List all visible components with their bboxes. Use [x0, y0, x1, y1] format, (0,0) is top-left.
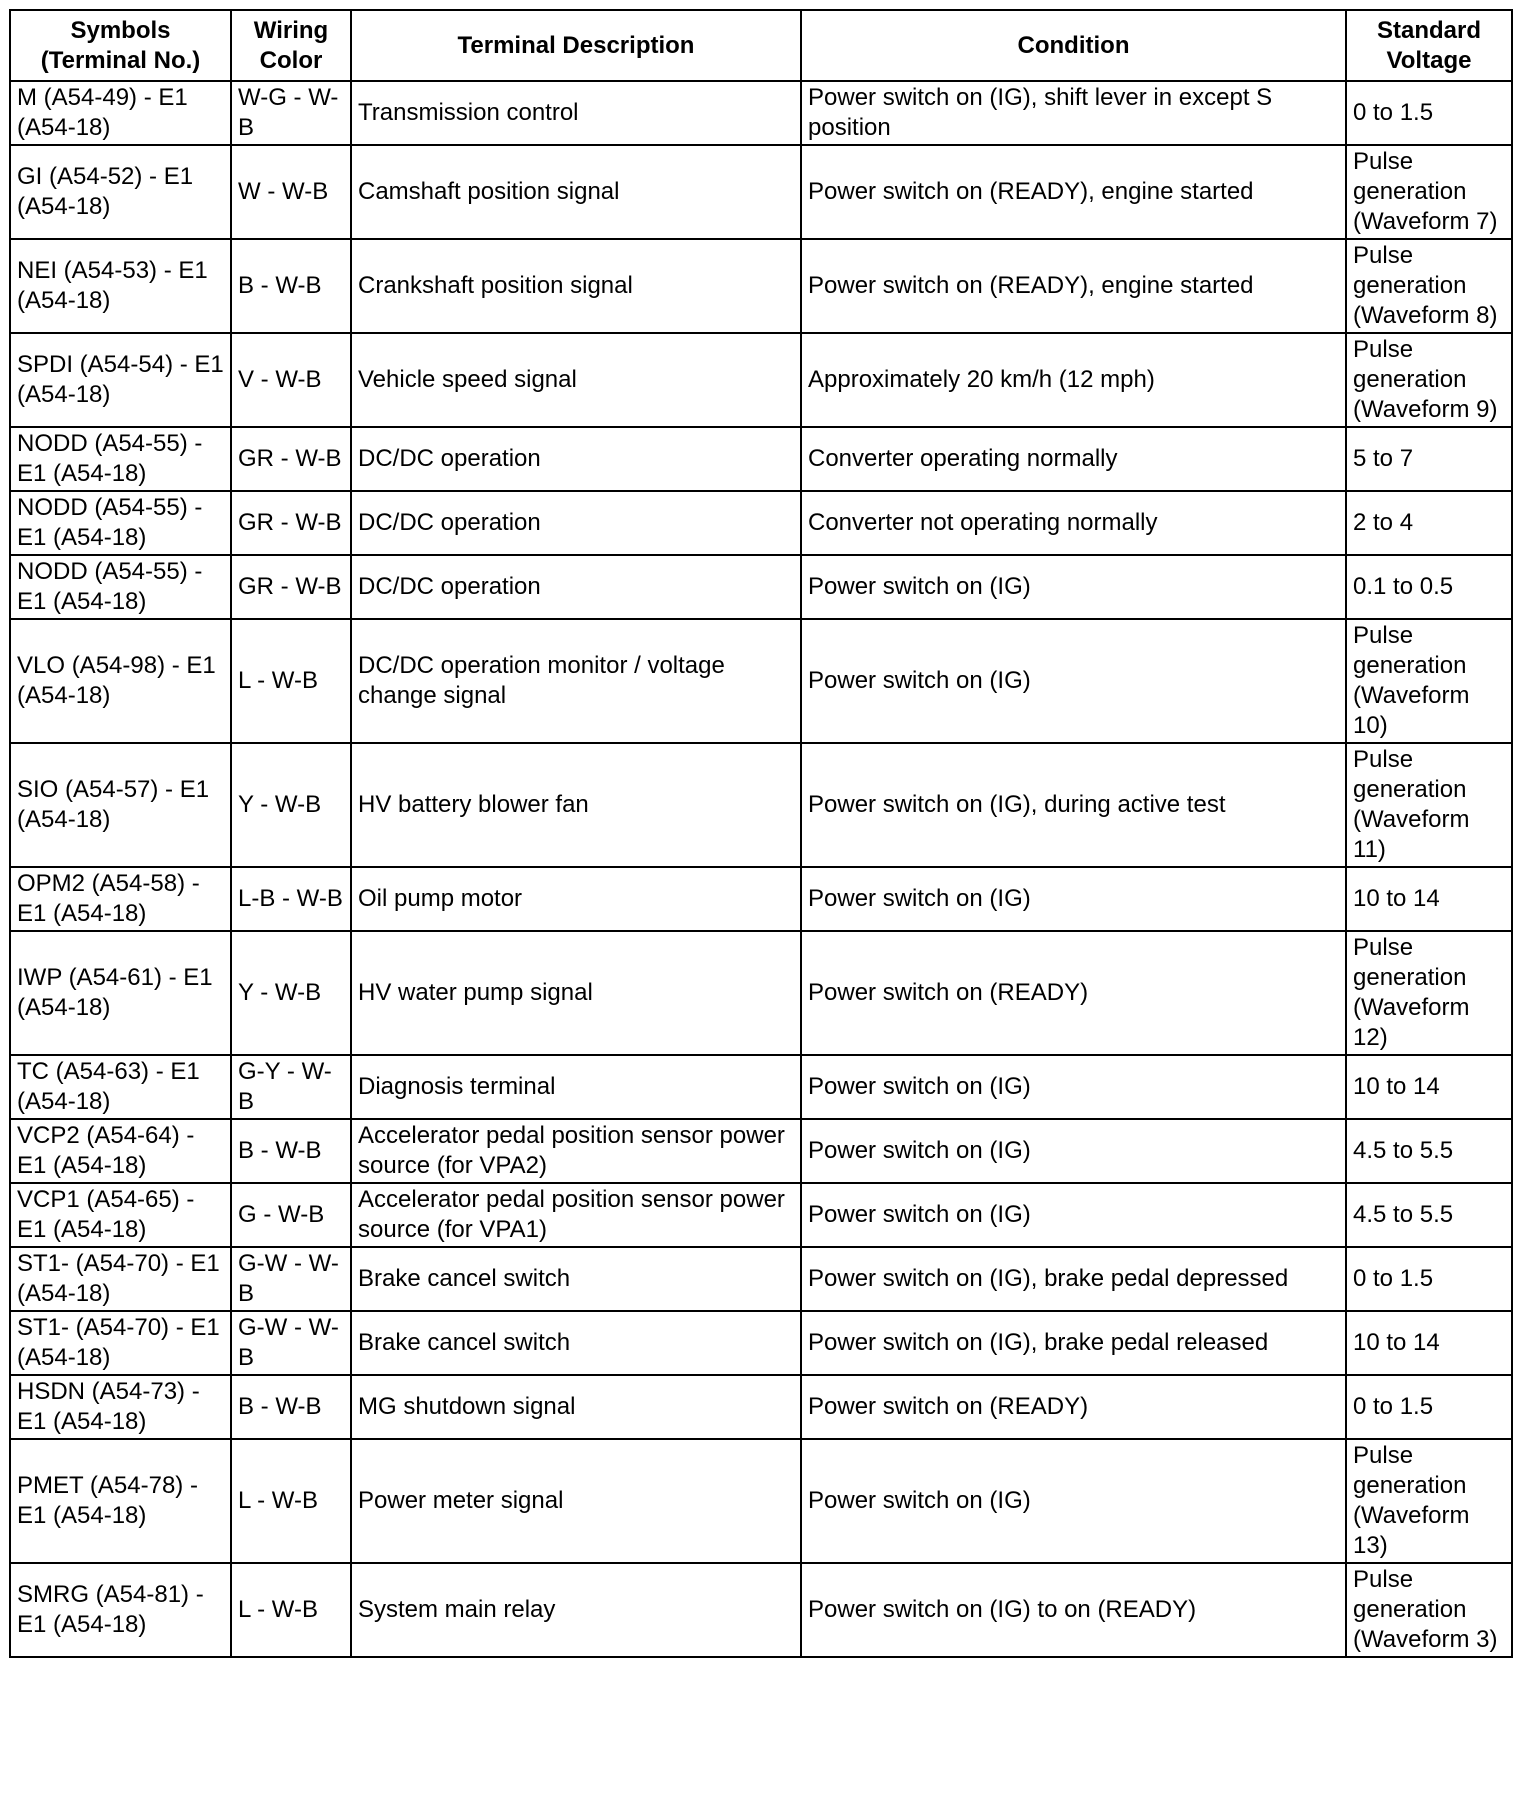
- cell-wiring-color: W - W-B: [231, 145, 351, 239]
- table-row: [10, 1247, 1512, 1311]
- cell-wiring-color: W-G - W-B: [231, 81, 351, 145]
- cell-wiring-color: Y - W-B: [231, 931, 351, 1055]
- cell-wiring-color: G - W-B: [231, 1183, 351, 1247]
- cell-condition: Power switch on (READY): [801, 931, 1346, 1055]
- cell-symbols: NODD (A54-55) - E1 (A54-18): [10, 555, 231, 619]
- header-wiring-color: Wiring Color: [231, 10, 351, 81]
- cell-wiring-color: Y - W-B: [231, 743, 351, 867]
- cell-symbols: NODD (A54-55) - E1 (A54-18): [10, 491, 231, 555]
- table-row: [10, 427, 1512, 491]
- cell-condition: Power switch on (IG) to on (READY): [801, 1563, 1346, 1657]
- cell-wiring-color: L-B - W-B: [231, 867, 351, 931]
- cell-wiring-color: B - W-B: [231, 1119, 351, 1183]
- cell-symbols: ST1- (A54-70) - E1 (A54-18): [10, 1311, 231, 1375]
- cell-wiring-color: B - W-B: [231, 239, 351, 333]
- cell-standard-voltage: 0 to 1.5: [1346, 81, 1512, 145]
- cell-symbols: SMRG (A54-81) - E1 (A54-18): [10, 1563, 231, 1657]
- cell-condition: Power switch on (IG): [801, 1119, 1346, 1183]
- cell-terminal-description: Power meter signal: [351, 1439, 801, 1563]
- cell-standard-voltage: Pulse generation (Waveform 3): [1346, 1563, 1512, 1657]
- cell-condition: Power switch on (IG), brake pedal depressed: [801, 1247, 1346, 1311]
- cell-condition: Power switch on (IG): [801, 1183, 1346, 1247]
- cell-standard-voltage: Pulse generation (Waveform 7): [1346, 145, 1512, 239]
- cell-terminal-description: Diagnosis terminal: [351, 1055, 801, 1119]
- cell-condition: Power switch on (IG), brake pedal released: [801, 1311, 1346, 1375]
- cell-wiring-color: L - W-B: [231, 1563, 351, 1657]
- cell-standard-voltage: Pulse generation (Waveform 10): [1346, 619, 1512, 743]
- cell-symbols: PMET (A54-78) - E1 (A54-18): [10, 1439, 231, 1563]
- cell-standard-voltage: Pulse generation (Waveform 13): [1346, 1439, 1512, 1563]
- cell-symbols: VLO (A54-98) - E1 (A54-18): [10, 619, 231, 743]
- cell-standard-voltage: 4.5 to 5.5: [1346, 1119, 1512, 1183]
- cell-symbols: SPDI (A54-54) - E1 (A54-18): [10, 333, 231, 427]
- cell-standard-voltage: Pulse generation (Waveform 9): [1346, 333, 1512, 427]
- cell-standard-voltage: Pulse generation (Waveform 8): [1346, 239, 1512, 333]
- table-row: [10, 743, 1512, 867]
- cell-condition: Power switch on (IG), shift lever in except S position: [801, 81, 1346, 145]
- cell-wiring-color: G-W - W-B: [231, 1311, 351, 1375]
- cell-standard-voltage: 10 to 14: [1346, 1055, 1512, 1119]
- table-row: [10, 1055, 1512, 1119]
- cell-symbols: OPM2 (A54-58) - E1 (A54-18): [10, 867, 231, 931]
- header-condition: Condition: [801, 10, 1346, 81]
- cell-condition: Power switch on (IG): [801, 1439, 1346, 1563]
- cell-terminal-description: DC/DC operation: [351, 427, 801, 491]
- cell-standard-voltage: 4.5 to 5.5: [1346, 1183, 1512, 1247]
- cell-standard-voltage: 0 to 1.5: [1346, 1247, 1512, 1311]
- table-row: [10, 619, 1512, 743]
- cell-terminal-description: System main relay: [351, 1563, 801, 1657]
- cell-wiring-color: L - W-B: [231, 619, 351, 743]
- cell-symbols: SIO (A54-57) - E1 (A54-18): [10, 743, 231, 867]
- cell-terminal-description: Crankshaft position signal: [351, 239, 801, 333]
- header-row: [10, 10, 1512, 81]
- cell-standard-voltage: Pulse generation (Waveform 12): [1346, 931, 1512, 1055]
- table-row: [10, 333, 1512, 427]
- table-row: [10, 1119, 1512, 1183]
- cell-condition: Power switch on (IG), during active test: [801, 743, 1346, 867]
- table-row: [10, 81, 1512, 145]
- cell-wiring-color: GR - W-B: [231, 555, 351, 619]
- cell-condition: Power switch on (READY), engine started: [801, 145, 1346, 239]
- cell-terminal-description: Accelerator pedal position sensor power source (for VPA1): [351, 1183, 801, 1247]
- cell-wiring-color: GR - W-B: [231, 491, 351, 555]
- terminal-spec-table: [9, 9, 1513, 1658]
- cell-condition: Power switch on (IG): [801, 555, 1346, 619]
- table-row: [10, 145, 1512, 239]
- cell-condition: Converter operating normally: [801, 427, 1346, 491]
- table-body: [10, 81, 1512, 1657]
- cell-standard-voltage: 10 to 14: [1346, 1311, 1512, 1375]
- table-row: [10, 239, 1512, 333]
- cell-wiring-color: G-W - W-B: [231, 1247, 351, 1311]
- cell-standard-voltage: 10 to 14: [1346, 867, 1512, 931]
- header-standard-voltage: Standard Voltage: [1346, 10, 1512, 81]
- cell-standard-voltage: 2 to 4: [1346, 491, 1512, 555]
- cell-symbols: TC (A54-63) - E1 (A54-18): [10, 1055, 231, 1119]
- cell-wiring-color: L - W-B: [231, 1439, 351, 1563]
- cell-terminal-description: Brake cancel switch: [351, 1311, 801, 1375]
- cell-terminal-description: HV battery blower fan: [351, 743, 801, 867]
- cell-symbols: HSDN (A54-73) - E1 (A54-18): [10, 1375, 231, 1439]
- cell-terminal-description: DC/DC operation: [351, 555, 801, 619]
- table-row: [10, 491, 1512, 555]
- cell-condition: Approximately 20 km/h (12 mph): [801, 333, 1346, 427]
- cell-terminal-description: Vehicle speed signal: [351, 333, 801, 427]
- cell-symbols: GI (A54-52) - E1 (A54-18): [10, 145, 231, 239]
- header-terminal-description: Terminal Description: [351, 10, 801, 81]
- cell-condition: Power switch on (READY), engine started: [801, 239, 1346, 333]
- cell-condition: Power switch on (READY): [801, 1375, 1346, 1439]
- cell-standard-voltage: Pulse generation (Waveform 11): [1346, 743, 1512, 867]
- table-row: [10, 1563, 1512, 1657]
- cell-terminal-description: MG shutdown signal: [351, 1375, 801, 1439]
- cell-terminal-description: Brake cancel switch: [351, 1247, 801, 1311]
- table-row: [10, 931, 1512, 1055]
- cell-terminal-description: DC/DC operation: [351, 491, 801, 555]
- table-row: [10, 1439, 1512, 1563]
- cell-terminal-description: HV water pump signal: [351, 931, 801, 1055]
- cell-symbols: NEI (A54-53) - E1 (A54-18): [10, 239, 231, 333]
- cell-condition: Converter not operating normally: [801, 491, 1346, 555]
- cell-condition: Power switch on (IG): [801, 619, 1346, 743]
- table-row: [10, 555, 1512, 619]
- table-row: [10, 1311, 1512, 1375]
- cell-symbols: VCP1 (A54-65) - E1 (A54-18): [10, 1183, 231, 1247]
- cell-terminal-description: Oil pump motor: [351, 867, 801, 931]
- table-header: [10, 10, 1512, 81]
- cell-terminal-description: DC/DC operation monitor / voltage change signal: [351, 619, 801, 743]
- header-symbols: Symbols (Terminal No.): [10, 10, 231, 81]
- table-row: [10, 1375, 1512, 1439]
- table-row: [10, 1183, 1512, 1247]
- cell-symbols: VCP2 (A54-64) - E1 (A54-18): [10, 1119, 231, 1183]
- cell-symbols: ST1- (A54-70) - E1 (A54-18): [10, 1247, 231, 1311]
- cell-terminal-description: Transmission control: [351, 81, 801, 145]
- cell-condition: Power switch on (IG): [801, 867, 1346, 931]
- table-row: [10, 867, 1512, 931]
- cell-standard-voltage: 0 to 1.5: [1346, 1375, 1512, 1439]
- cell-wiring-color: GR - W-B: [231, 427, 351, 491]
- cell-symbols: IWP (A54-61) - E1 (A54-18): [10, 931, 231, 1055]
- cell-symbols: M (A54-49) - E1 (A54-18): [10, 81, 231, 145]
- cell-wiring-color: V - W-B: [231, 333, 351, 427]
- cell-terminal-description: Accelerator pedal position sensor power source (for VPA2): [351, 1119, 801, 1183]
- cell-standard-voltage: 5 to 7: [1346, 427, 1512, 491]
- cell-wiring-color: B - W-B: [231, 1375, 351, 1439]
- cell-terminal-description: Camshaft position signal: [351, 145, 801, 239]
- cell-wiring-color: G-Y - W-B: [231, 1055, 351, 1119]
- cell-symbols: NODD (A54-55) - E1 (A54-18): [10, 427, 231, 491]
- cell-condition: Power switch on (IG): [801, 1055, 1346, 1119]
- cell-standard-voltage: 0.1 to 0.5: [1346, 555, 1512, 619]
